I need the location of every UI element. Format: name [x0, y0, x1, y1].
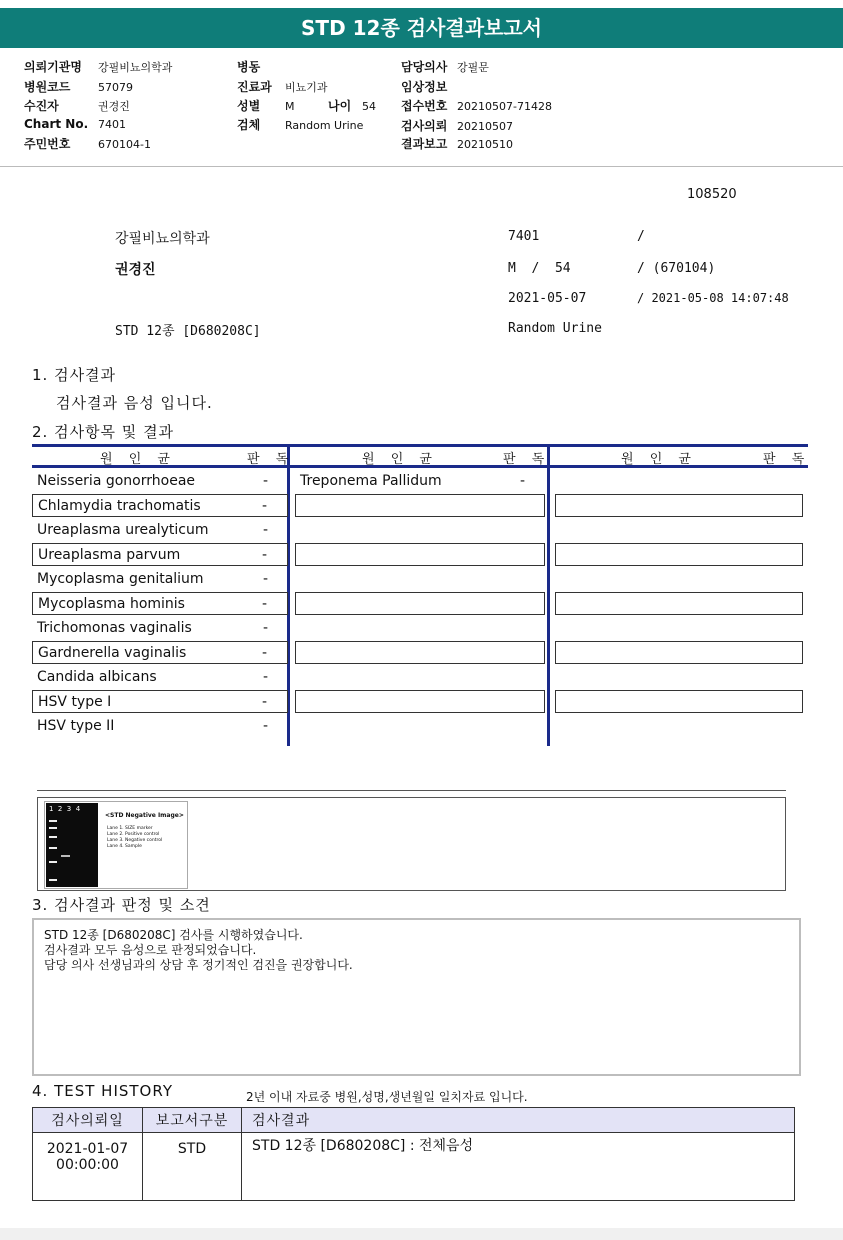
empty-cell [295, 641, 545, 664]
gel-card-legend [107, 826, 162, 850]
page-footer-band [0, 1228, 843, 1240]
field-label: 병동 [237, 60, 261, 74]
field-label: 결과보고 [401, 137, 448, 151]
pathogen-row [295, 470, 545, 493]
gel-legend-line: Lane 3. Negative control [107, 838, 163, 843]
summary-report-datetime: / 2021-05-08 14:07:48 [637, 291, 789, 305]
pathogen-name: Candida albicans [37, 669, 157, 685]
pathogen-result: - [262, 522, 268, 538]
header-field-resident-no [24, 135, 151, 152]
pathogen-result: - [261, 498, 267, 514]
empty-cell [295, 543, 545, 566]
gel-band [49, 861, 57, 863]
header-field-doctor [401, 58, 489, 75]
pathogen-result: - [261, 547, 267, 563]
pathogen-name: Ureaplasma parvum [38, 547, 181, 563]
pathogen-result: - [261, 596, 267, 612]
field-value: 7401 [98, 118, 126, 131]
field-label: 임상정보 [401, 80, 448, 94]
pathogen-row [32, 592, 288, 615]
field-value: 비뇨기과 [285, 81, 328, 94]
column-header: 검사결과 [242, 1108, 795, 1133]
field-label: 담당의사 [401, 60, 448, 74]
field-value: 권경진 [98, 100, 130, 113]
field-label: 수진자 [24, 99, 59, 113]
empty-cell [555, 543, 803, 566]
field-label: 접수번호 [401, 99, 448, 113]
summary-slash: / [637, 229, 645, 244]
gel-band [49, 879, 57, 881]
header-field-specimen [237, 116, 363, 133]
gel-lane-numbers: 1 2 3 4 [49, 805, 81, 813]
field-value: 20210507-71428 [457, 100, 552, 113]
empty-cell [295, 690, 545, 713]
field-label: 병원코드 [24, 80, 71, 94]
history-date-cell [33, 1133, 143, 1201]
field-value: 57079 [98, 81, 133, 94]
summary-request-date: 2021-05-07 [508, 291, 587, 306]
pathogen-row [32, 494, 288, 517]
pathogen-row [32, 690, 288, 713]
test-history-table [32, 1107, 795, 1201]
pathogen-row [32, 568, 288, 591]
header-field-receipt-no [401, 97, 552, 114]
pathogen-row [32, 543, 288, 566]
opinion-line: 담당 의사 선생님과의 상담 후 정기적인 검진을 권장합니다. [44, 958, 353, 972]
table-row [33, 1133, 795, 1201]
section2-title: 2. 검사항목 및 결과 [32, 423, 175, 441]
pathogen-result: - [519, 473, 525, 489]
table-header-row [33, 1108, 795, 1133]
gel-electrophoresis-image [46, 803, 98, 887]
divider [37, 790, 786, 791]
field-label: 주민번호 [24, 137, 71, 151]
field-label: 성별 [237, 99, 261, 113]
field-value: 20210510 [457, 138, 513, 151]
field-label: 검체 [237, 118, 261, 132]
pathogen-row [32, 666, 288, 689]
summary-test-name: STD 12종 [D680208C] [115, 324, 261, 339]
pathogen-result: - [262, 571, 268, 587]
header-field-chart-no [24, 117, 126, 131]
pathogen-row [32, 617, 288, 640]
header-field-sex [237, 97, 295, 114]
header-field-clinical-info [401, 78, 457, 95]
header-field-hospital [24, 58, 172, 75]
empty-cell [555, 641, 803, 664]
gel-band [49, 820, 57, 822]
gel-band [49, 836, 57, 838]
column-header: 검사의뢰일 [33, 1108, 143, 1133]
col2-header-pathogen: 원 인 균 [362, 452, 438, 467]
col3-header-result: 판 독 [763, 452, 811, 467]
report-header [0, 58, 843, 167]
gel-band [49, 847, 57, 849]
empty-cell [295, 494, 545, 517]
col2-header-result: 판 독 [503, 452, 551, 467]
field-value: 강필비뇨의학과 [98, 61, 173, 74]
header-field-patient [24, 97, 130, 114]
field-value: 20210507 [457, 120, 513, 133]
field-value: 54 [362, 100, 376, 113]
field-value: M [285, 100, 295, 113]
pathogen-name: Neisseria gonorrhoeae [37, 473, 196, 489]
pathogen-result: - [262, 718, 268, 734]
pathogen-result: - [262, 473, 268, 489]
gel-card-title: <STD Negative Image> [105, 812, 184, 819]
section1-title: 1. 검사결과 [32, 366, 117, 384]
summary-chart-no: 7401 [508, 229, 540, 244]
header-field-report-date [401, 135, 513, 152]
header-field-hospital-code [24, 78, 133, 95]
pathogen-name: HSV type II [37, 718, 115, 734]
header-field-request-date [401, 117, 513, 134]
header-field-ward [237, 58, 285, 75]
pathogen-row [32, 641, 288, 664]
history-result: STD 12종 [D680208C] : 전체음성 [242, 1133, 795, 1201]
pathogen-name: Mycoplasma hominis [38, 596, 185, 612]
field-value: 670104-1 [98, 138, 151, 151]
pathogen-name: Mycoplasma genitalium [37, 571, 204, 587]
field-label: Chart No. [24, 117, 89, 131]
table-top-border [32, 444, 808, 447]
empty-cell [295, 592, 545, 615]
section4-title: 4. TEST HISTORY [32, 1082, 173, 1100]
history-type: STD [143, 1133, 242, 1201]
field-label: 검사의뢰 [401, 119, 448, 133]
pathogen-result: - [262, 620, 268, 636]
pathogen-name: Treponema Pallidum [300, 473, 442, 489]
summary-birth: / (670104) [637, 261, 716, 276]
opinion-box [32, 918, 801, 1076]
section3-title: 3. 검사결과 판정 및 소견 [32, 896, 211, 914]
field-label: 의뢰기관명 [24, 60, 82, 74]
gel-band [49, 827, 57, 829]
summary-hospital: 강필비뇨의학과 [115, 231, 210, 247]
summary-sex-age: M / 54 [508, 261, 571, 276]
header-field-age [328, 97, 376, 114]
history-time: 00:00:00 [56, 1157, 119, 1173]
field-value: Random Urine [285, 119, 364, 132]
pathogen-result: - [262, 669, 268, 685]
pathogen-row [32, 715, 288, 738]
col1-header-pathogen: 원 인 균 [100, 452, 176, 467]
pathogen-name: Chlamydia trachomatis [38, 498, 201, 514]
gel-legend-line: Lane 1. SIZE marker [107, 826, 153, 831]
column-divider [547, 444, 550, 746]
empty-cell [555, 690, 803, 713]
section1-text: 검사결과 음성 입니다. [56, 394, 213, 412]
field-label: 나이 [328, 99, 352, 113]
pathogen-row [32, 519, 288, 542]
col1-header-result: 판 독 [247, 452, 295, 467]
summary-specimen: Random Urine [508, 321, 602, 336]
summary-patient-name: 권경진 [115, 262, 156, 278]
report-number: 108520 [687, 187, 737, 202]
col3-header-pathogen: 원 인 균 [621, 452, 697, 467]
opinion-line: STD 12종 [D680208C] 검사를 시행하였습니다. [44, 928, 303, 942]
field-label: 진료과 [237, 80, 272, 94]
pathogen-result: - [261, 645, 267, 661]
pathogen-name: Trichomonas vaginalis [37, 620, 192, 636]
gel-band [61, 855, 70, 857]
pathogen-row [32, 470, 288, 493]
pathogen-name: HSV type I [38, 694, 112, 710]
field-value: 강필문 [457, 61, 489, 74]
empty-cell [555, 592, 803, 615]
pathogen-name: Ureaplasma urealyticum [37, 522, 209, 538]
opinion-line: 검사결과 모두 음성으로 판정되었습니다. [44, 943, 257, 957]
pathogen-name: Gardnerella vaginalis [38, 645, 187, 661]
report-title: STD 12종 검사결과보고서 [0, 8, 843, 48]
gel-legend-line: Lane 4. Sample [107, 844, 142, 849]
column-header: 보고서구분 [143, 1108, 242, 1133]
history-date: 2021-01-07 [46, 1141, 129, 1157]
pathogen-result: - [261, 694, 267, 710]
history-note: 2년 이내 자료중 병원,성명,생년월일 일치자료 입니다. [246, 1090, 528, 1104]
gel-legend-line: Lane 2. Positive control [107, 832, 160, 837]
empty-cell [555, 494, 803, 517]
header-field-department [237, 78, 328, 95]
